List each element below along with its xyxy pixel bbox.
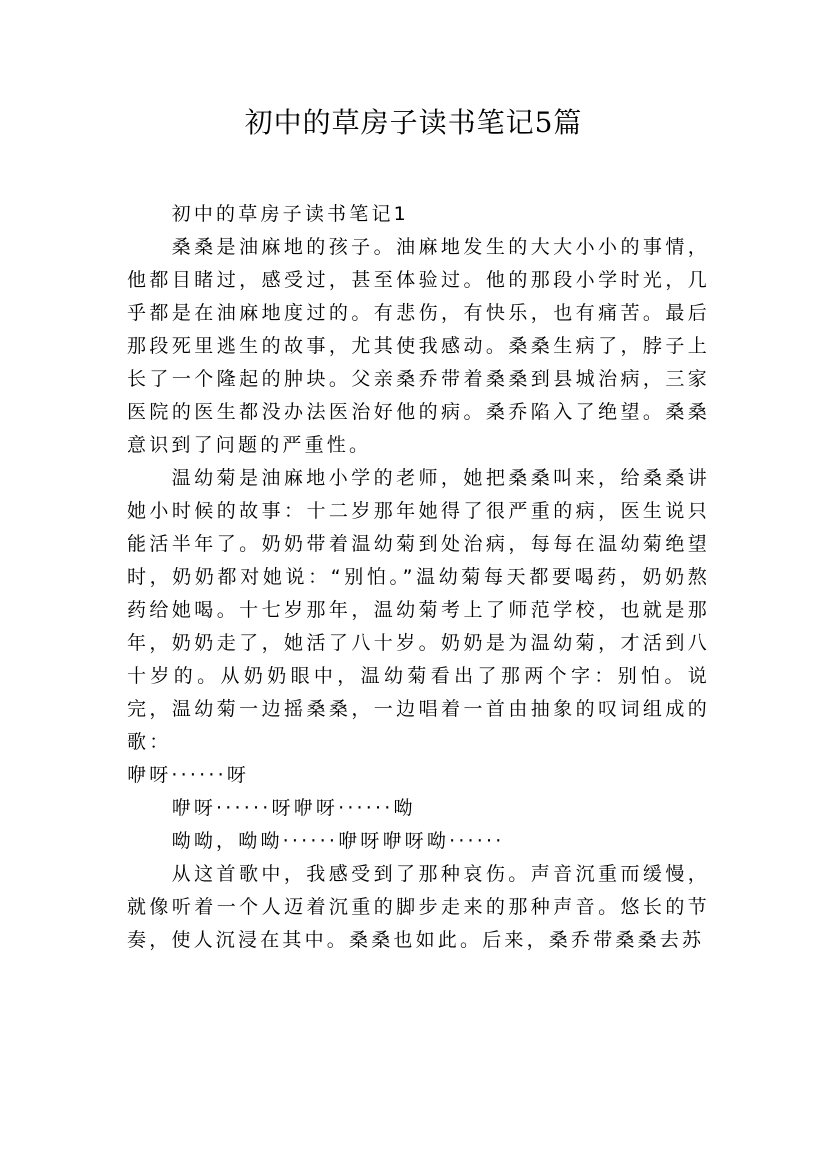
section-heading: 初中的草房子读书笔记1 (171, 203, 409, 225)
song-line-1: 咿呀······呀 (127, 764, 250, 786)
document-title: 初中的草房子读书笔记5篇 (244, 106, 583, 139)
song-line-3: 呦呦，呦呦······咿呀咿呀呦······ (171, 830, 505, 852)
document-body (127, 198, 710, 957)
song-line-2: 咿呀······呀咿呀······呦 (171, 797, 416, 819)
closing-paragraph: 从这首歌中，我感受到了那种哀伤。声音沉重而缓慢，就像听着一个人迈着沉重的脚步走来的那种声音。悠长的节奏，使人沉浸在其中。桑桑也如此。后来，桑乔带桑桑去苏 (127, 863, 710, 951)
paragraph-1: 桑桑是油麻地的孩子。油麻地发生的大大小小的事情，他都目睹过，感受过，甚至体验过。他的那段小学时光，几乎都是在油麻地度过的。有悲伤，有快乐，也有痛苦。最后那段死里逃生的故事，尤其使我感动。桑桑生病了，脖子上长了一个隆起的肿块。父亲桑乔带着桑桑到县城治病，三家医院的医生都没办法医治好他的病。桑乔陷入了绝望。桑桑意识到了问题的严重性。 (127, 236, 710, 456)
paragraph-2: 温幼菊是油麻地小学的老师，她把桑桑叫来，给桑桑讲她小时候的故事：十二岁那年她得了很严重的病，医生说只能活半年了。奶奶带着温幼菊到处治病，每每在温幼菊绝望时，奶奶都对她说：“别怕。”温幼菊每天都要喝药，奶奶熬药给她喝。十七岁那年，温幼菊考上了师范学校，也就是那年，奶奶走了，她活了八十岁。奶奶是为温幼菊，才活到八十岁的。从奶奶眼中，温幼菊看出了那两个字：别怕。说完，温幼菊一边摇桑桑，一边唱着一首由抽象的叹词组成的歌： (127, 467, 710, 753)
